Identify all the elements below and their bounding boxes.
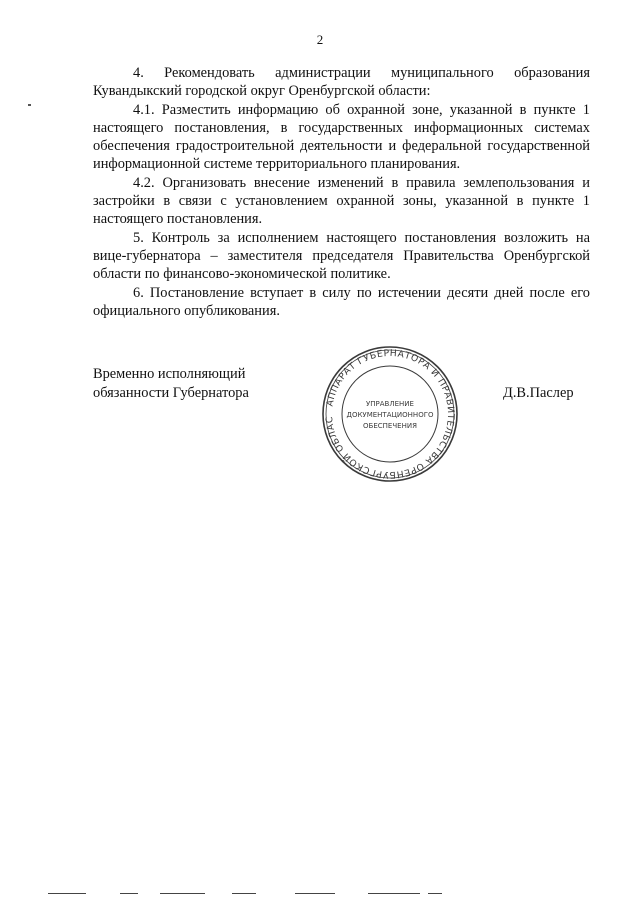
paragraph-item-5: 5. Контроль за исполнением настоящего постановления возложить на вице-губернатора – заместителя председателя Правительства Оренбургской области по финансово-экономической политике. [93, 229, 590, 283]
paragraph-item-6: 6. Постановление вступает в силу по истечении десяти дней после его официального опубликования. [93, 284, 590, 319]
signer-title [93, 365, 249, 403]
paragraph-item-4: 4. Рекомендовать администрации муниципального образования Кувандыкский городской округ Оренбургской области: [93, 65, 590, 100]
stamp-seal-icon [320, 344, 460, 484]
stamp-center-line-3: ОБЕСПЕЧЕНИЯ [363, 422, 417, 430]
footer-scan-lines [0, 893, 640, 897]
footer-line [295, 893, 335, 894]
margin-mark [28, 104, 31, 106]
footer-line [120, 893, 138, 894]
stamp-center-line-2: ДОКУМЕНТАЦИОННОГО [346, 411, 434, 419]
footer-line [160, 893, 205, 894]
footer-line [428, 893, 442, 894]
footer-line [368, 893, 420, 894]
document-body [93, 64, 590, 320]
paragraph-item-4-2: 4.2. Организовать внесение изменений в правила землепользования и застройки в связи с установлением охранной зоны, указанной в пункте 1 настоящего постановления. [93, 174, 590, 228]
signer-title-line-1: Временно исполняющий [93, 366, 246, 382]
page-number: 2 [316, 32, 324, 47]
paragraph-item-4-1: 4.1. Разместить информацию об охранной зоне, указанной в пункте 1 настоящего постановления, в государственных информационных системах обеспечения градостроительной деятельности и федеральной государственной информационной системе территориального планирования. [93, 101, 590, 173]
stamp-outer-text: АППАРАТ ГУБЕРНАТОРА И ПРАВИТЕЛЬСТВА ОРЕНБУРГСКОЙ ОБЛАС [323, 347, 457, 481]
signer-name: Д.В.Паслер [503, 385, 574, 401]
official-stamp [320, 344, 460, 484]
footer-line [48, 893, 86, 894]
signer-title-line-2: обязанности Губернатора [93, 385, 249, 401]
footer-line [232, 893, 256, 894]
stamp-center-line-1: УПРАВЛЕНИЕ [366, 400, 414, 408]
